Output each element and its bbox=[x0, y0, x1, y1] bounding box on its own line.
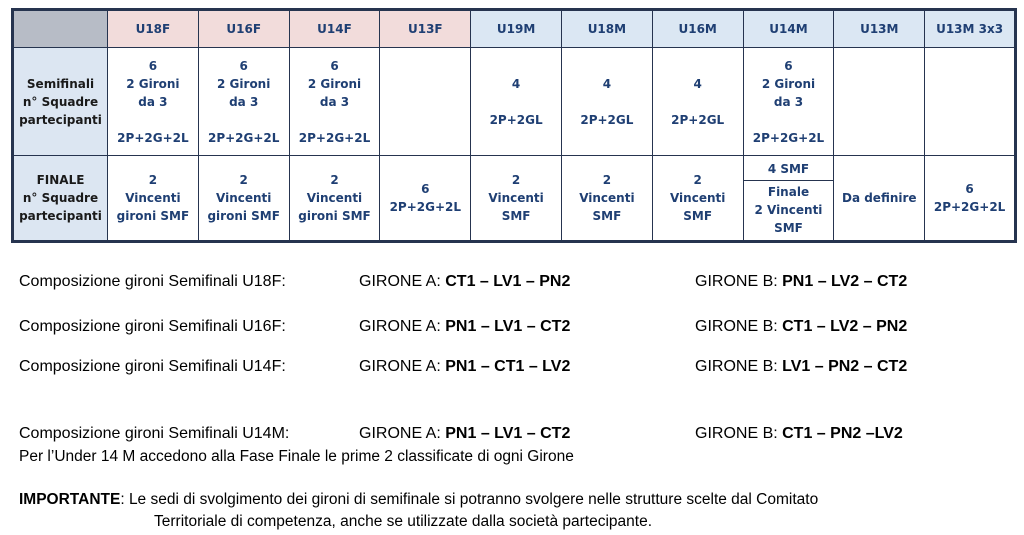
row-header-finale: FINALE n° Squadre partecipanti bbox=[13, 156, 108, 242]
cell-text: 2 Vincenti SMF bbox=[579, 173, 635, 223]
cell-text: 4 2P+2GL bbox=[489, 76, 543, 127]
cell-text: 6 2 Gironi da 3 2P+2G+2L bbox=[752, 58, 825, 145]
semifinali-cell bbox=[471, 48, 562, 156]
column-header: U16M bbox=[652, 10, 743, 48]
cell-text: 4 2P+2GL bbox=[580, 76, 634, 127]
column-header: U18M bbox=[561, 10, 652, 48]
finale-cell bbox=[471, 156, 562, 242]
semifinali-cell bbox=[561, 48, 652, 156]
column-header: U19M bbox=[471, 10, 562, 48]
cell-text: Da definire bbox=[841, 191, 917, 205]
cell-text: 2 Vincenti SMF bbox=[669, 173, 726, 223]
semifinali-cell bbox=[198, 48, 289, 156]
column-header: U14M bbox=[743, 10, 834, 48]
composition-line: Composizione gironi Semifinali U14M: GIRONE A: PN1 – LV1 – CT2 GIRONE B: CT1 – PN2 –LV2 bbox=[19, 425, 903, 442]
semifinali-cell bbox=[380, 48, 471, 156]
cell-text: 6 2 Gironi da 3 2P+2G+2L bbox=[207, 58, 280, 145]
cell-text: 2 Vincenti gironi SMF bbox=[207, 173, 280, 223]
cell-text: 4 2P+2GL bbox=[671, 76, 725, 127]
semifinali-cell bbox=[834, 48, 925, 156]
table-corner bbox=[13, 10, 108, 48]
column-header: U13F bbox=[380, 10, 471, 48]
composition-line: Composizione gironi Semifinali U18F: GIRONE A: CT1 – LV1 – PN2 GIRONE B: PN1 – LV2 – CT2 bbox=[19, 273, 908, 290]
finale-cell bbox=[652, 156, 743, 242]
finale-cell bbox=[925, 156, 1016, 242]
finale-cell bbox=[743, 156, 834, 242]
cell-text: 6 2P+2G+2L bbox=[933, 182, 1006, 214]
finale-cell bbox=[289, 156, 380, 242]
u14m-note: Per l’Under 14 M accedono alla Fase Finale le prime 2 classificate di ogni Girone bbox=[19, 448, 574, 465]
cell-text: 2 Vincenti gironi SMF bbox=[116, 173, 190, 223]
semifinali-cell bbox=[652, 48, 743, 156]
important-label: IMPORTANTE bbox=[19, 491, 121, 508]
column-header: U13M bbox=[834, 10, 925, 48]
composition-line: Composizione gironi Semifinali U16F: GIRONE A: PN1 – LV1 – CT2 GIRONE B: CT1 – LV2 – PN2 bbox=[19, 318, 908, 335]
finale-cell bbox=[834, 156, 925, 242]
finale-cell bbox=[561, 156, 652, 242]
finale-cell bbox=[198, 156, 289, 242]
column-header: U14F bbox=[289, 10, 380, 48]
semifinali-cell bbox=[289, 48, 380, 156]
column-header: U16F bbox=[198, 10, 289, 48]
column-header: U13M 3x3 bbox=[925, 10, 1016, 48]
semifinali-cell bbox=[743, 48, 834, 156]
cell-text: 6 2 Gironi da 3 2P+2G+2L bbox=[298, 58, 371, 145]
split-top: 4 SMF bbox=[744, 158, 834, 181]
cell-text: 6 2 Gironi da 3 2P+2G+2L bbox=[117, 58, 189, 145]
phases-table bbox=[11, 8, 1017, 243]
finale-cell bbox=[380, 156, 471, 242]
semifinali-cell bbox=[108, 48, 199, 156]
cell-text: 6 2P+2G+2L bbox=[389, 182, 462, 214]
row-header-semifinali: Semifinali n° Squadre partecipanti bbox=[13, 48, 108, 156]
split-bottom: Finale 2 Vincenti SMF bbox=[754, 184, 823, 235]
important-notice: IMPORTANTE: Le sedi di svolgimento dei gironi di semifinale si potranno svolgere nelle strutture scelte dal Comitato Territoriale di competenza, anche se utilizzate dalla società partecipante. bbox=[19, 491, 819, 530]
composition-line: Composizione gironi Semifinali U14F: GIRONE A: PN1 – CT1 – LV2 GIRONE B: LV1 – PN2 – CT2 bbox=[19, 358, 908, 375]
cell-text: 2 Vincenti gironi SMF bbox=[298, 173, 371, 223]
semifinali-cell bbox=[925, 48, 1016, 156]
cell-text: 2 Vincenti SMF bbox=[488, 173, 544, 223]
column-header: U18F bbox=[108, 10, 199, 48]
finale-cell bbox=[108, 156, 199, 242]
